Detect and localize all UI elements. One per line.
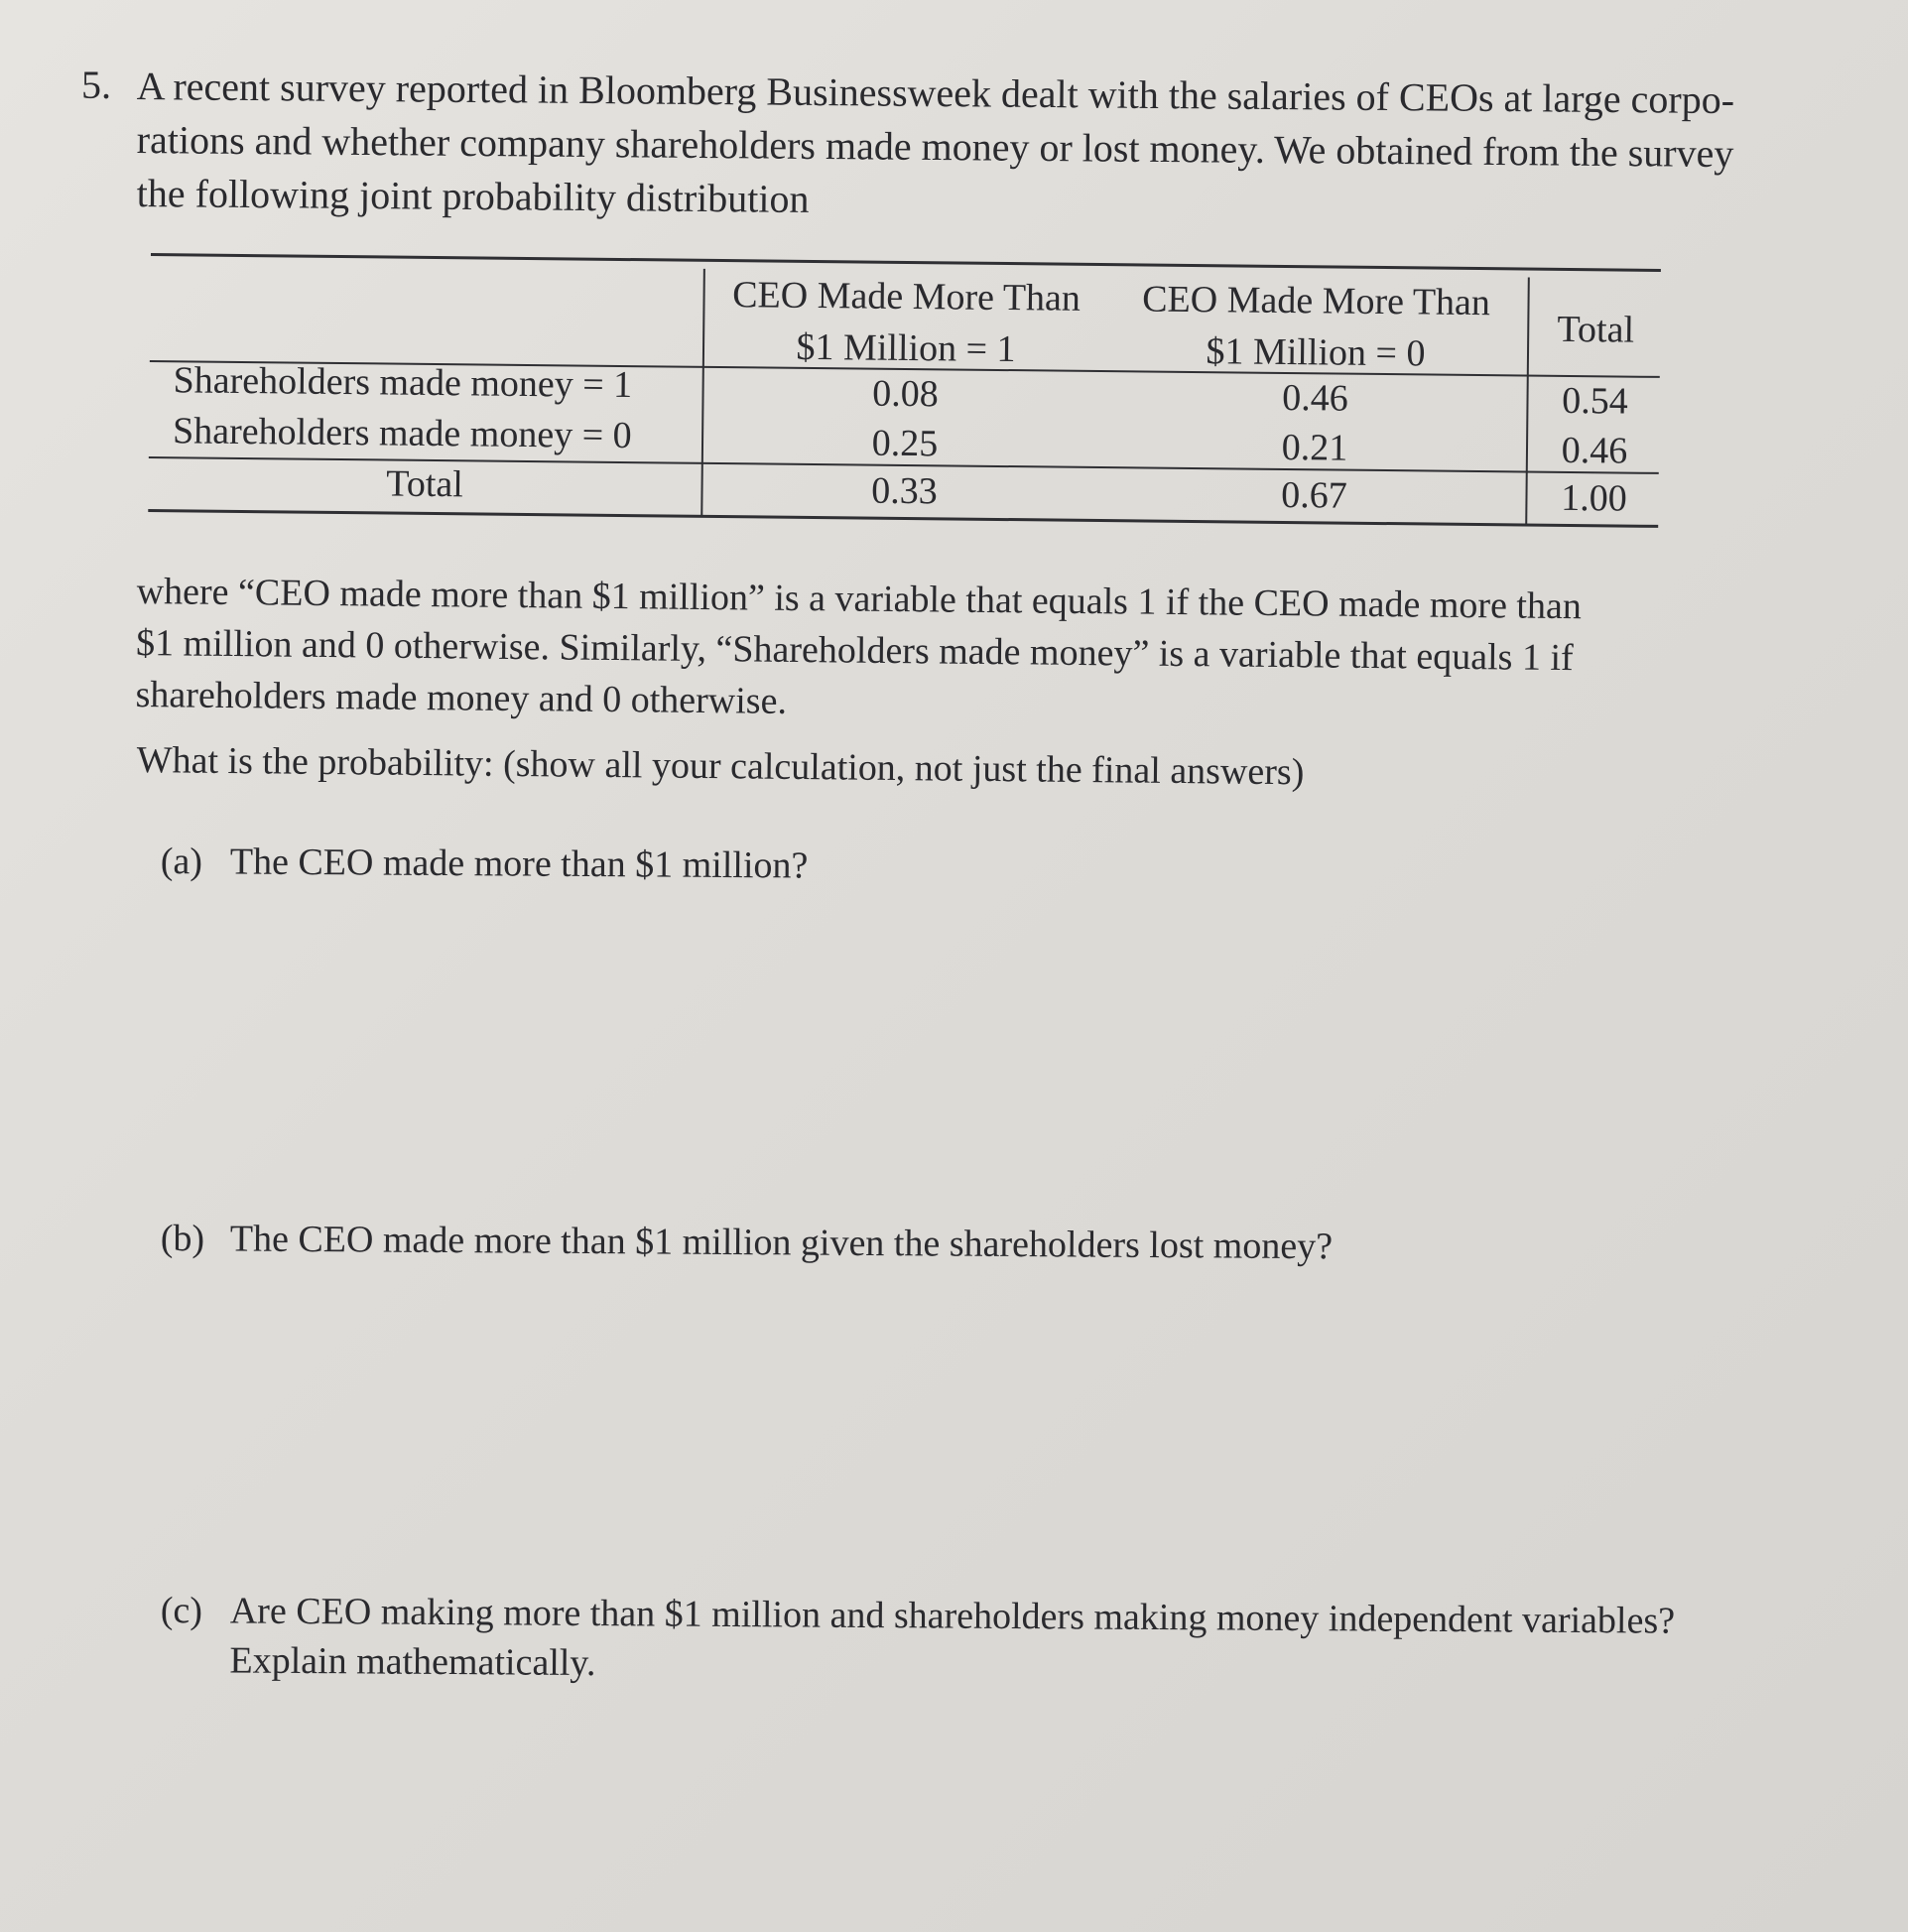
cell-total-total: 1.00 — [1561, 476, 1627, 520]
cell-total-c1: 0.33 — [871, 469, 938, 513]
subquestion-text-cont: Explain mathematically. — [229, 1639, 596, 1685]
subquestion-label: (b) — [160, 1217, 205, 1260]
subquestion-label: (a) — [160, 839, 203, 883]
question-number: 5. — [81, 63, 111, 107]
subquestion-label: (c) — [160, 1589, 203, 1632]
subquestion-text: The CEO made more than $1 million given the shareholders lost money? — [229, 1218, 1334, 1268]
subquestion-b — [161, 1214, 1847, 1285]
header-ceo-1-line2: $1 Million = 1 — [796, 325, 1016, 371]
cell-r2-c2: 0.21 — [1281, 426, 1348, 469]
intro-line: rations and whether company shareholders made money or lost money. We obtained from the survey — [136, 116, 1734, 177]
table-divider-left — [700, 269, 705, 517]
explanation-line: where “CEO made more than $1 million” is a variable that equals 1 if the CEO made more than — [136, 570, 1583, 628]
question-intro — [137, 60, 1794, 220]
cell-r2-total: 0.46 — [1561, 429, 1628, 472]
header-ceo-0-line1: CEO Made More Than — [1141, 278, 1491, 324]
subquestion-text: The CEO made more than $1 million? — [229, 840, 809, 887]
subquestion-c — [160, 1586, 1867, 1707]
row-label-money-0: Shareholders made money = 0 — [172, 410, 632, 457]
joint-probability-table — [148, 253, 1661, 554]
probability-prompt: What is the probability: (show all your calculation, not just the final answers) — [136, 738, 1305, 794]
cell-r1-c1: 0.08 — [872, 372, 940, 416]
row-label-total: Total — [386, 462, 464, 506]
cell-r1-total: 0.54 — [1562, 379, 1628, 423]
cell-r2-c1: 0.25 — [871, 422, 939, 465]
header-ceo-0 — [1117, 277, 1515, 376]
variable-explanation — [135, 566, 1776, 737]
header-ceo-0-line2: $1 Million = 0 — [1206, 330, 1426, 375]
explanation-line: shareholders made money and 0 otherwise. — [135, 673, 788, 722]
explanation-line: $1 million and 0 otherwise. Similarly, “Shareholders made money” is a variable that equals 1 if — [135, 621, 1574, 680]
row-label-money-1: Shareholders made money = 1 — [173, 359, 633, 407]
cell-total-c2: 0.67 — [1281, 473, 1347, 517]
subquestion-a — [161, 837, 1847, 908]
header-total: Total — [1557, 308, 1635, 351]
intro-line: A recent survey reported in Bloomberg Businessweek dealt with the salaries of CEOs at large corpo- — [136, 63, 1735, 123]
header-ceo-1 — [707, 273, 1105, 372]
table-top-rule — [151, 253, 1661, 272]
subquestion-text: Are CEO making more than $1 million and shareholders making money independent variables? — [229, 1590, 1676, 1642]
header-ceo-1-line1: CEO Made More Than — [731, 274, 1081, 320]
cell-r1-c2: 0.46 — [1282, 376, 1349, 420]
intro-line: the following joint probability distribution — [136, 170, 810, 221]
